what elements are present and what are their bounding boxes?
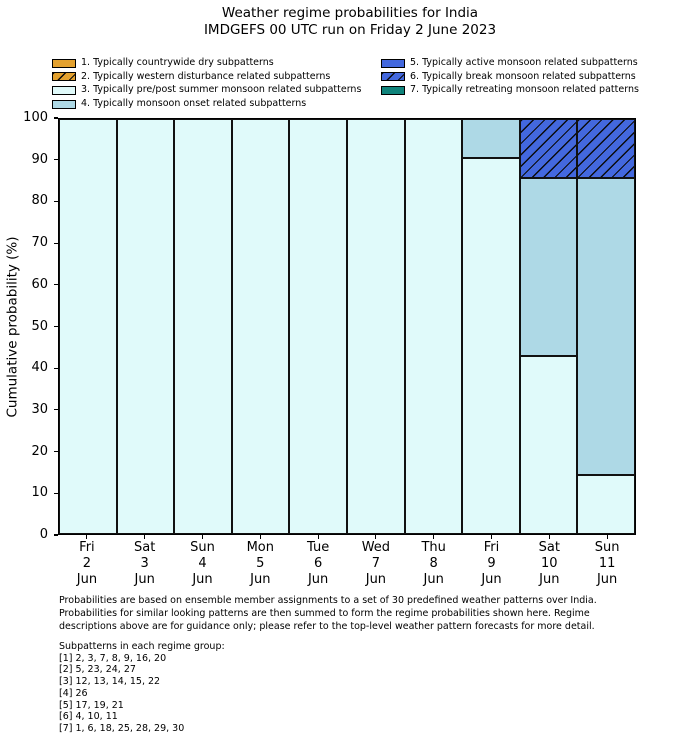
x-tick-label-line: Jun	[192, 572, 213, 587]
footnote-line: Probabilities are based on ensemble member assignments to a set of 30 predefined weather patterns over India.	[59, 595, 597, 606]
y-tick-label: 50	[31, 318, 48, 334]
bar-segment	[520, 178, 578, 356]
x-tick-label	[55, 540, 119, 588]
y-axis-label: Cumulative probability (%)	[5, 235, 21, 418]
footnote	[59, 594, 597, 633]
legend-swatch-hatched	[52, 72, 76, 81]
legend-item	[381, 84, 639, 96]
legend-item-label: 2. Typically western disturbance related subpatterns	[81, 70, 331, 82]
y-tick-label: 100	[23, 110, 48, 125]
legend-item-label: 6. Typically break monsoon related subpatterns	[410, 70, 636, 82]
bar-segment	[577, 178, 635, 474]
x-tick-label-line: 9	[487, 556, 496, 571]
bar-segment	[232, 119, 290, 534]
subpatterns-line: [3] 12, 13, 14, 15, 22	[59, 676, 161, 688]
subpatterns-line: [1] 2, 3, 7, 8, 9, 16, 20	[59, 652, 167, 664]
legend-item	[381, 71, 636, 83]
bar-segment	[577, 119, 635, 178]
x-tick-mark	[318, 535, 319, 539]
stacked-bar-plot-area	[58, 118, 636, 535]
bar-segment	[405, 119, 463, 534]
subpatterns-line: [4] 26	[59, 687, 88, 699]
bar-segment	[462, 119, 520, 158]
footnote-line: Probabilities for similar looking patterns are then summed to form the regime probabilities shown here. Regime	[59, 608, 590, 619]
x-tick-mark	[607, 535, 608, 539]
chart-legend	[0, 57, 700, 119]
legend-swatch	[52, 86, 76, 95]
subpatterns-heading: Subpatterns in each regime group:	[59, 641, 225, 652]
x-tick-label-line: Fri	[79, 540, 95, 555]
chart-subtitle: IMDGEFS 00 UTC run on Friday 2 June 2023	[203, 21, 497, 38]
x-tick-label-line: Jun	[134, 572, 155, 587]
x-tick-label	[228, 540, 292, 588]
bar-segment	[577, 475, 635, 534]
x-tick-label	[575, 540, 639, 588]
subpatterns-list	[59, 641, 225, 735]
chart-title-block	[0, 5, 700, 38]
y-tick-label: 40	[31, 360, 48, 376]
y-tick-label: 30	[31, 401, 48, 417]
x-tick-label-line: Thu	[421, 540, 446, 555]
x-tick-label-line: Wed	[361, 540, 391, 555]
legend-swatch	[381, 86, 405, 95]
x-tick-label	[286, 540, 350, 588]
x-tick-label-line: Jun	[76, 572, 98, 587]
legend-item-label: 4. Typically monsoon onset related subpatterns	[81, 98, 307, 110]
x-tick-label-line: Mon	[246, 540, 274, 555]
legend-item-label: 7. Typically retreating monsoon related patterns	[410, 84, 639, 96]
legend-item	[52, 71, 330, 83]
x-tick-label-line: 5	[256, 556, 265, 571]
bar-segment	[289, 119, 347, 534]
y-tick-label: 60	[31, 276, 48, 292]
x-tick-label-line: Jun	[596, 572, 618, 587]
legend-item	[52, 98, 306, 110]
x-tick-label-line: Sun	[594, 540, 620, 555]
bar-segment	[59, 119, 117, 534]
x-tick-mark	[549, 535, 550, 539]
x-tick-label-line: Sun	[190, 540, 215, 555]
chart-title: Weather regime probabilities for India	[221, 5, 479, 21]
legend-item	[381, 57, 638, 69]
legend-item	[52, 84, 361, 96]
legend-item-label: 5. Typically active monsoon related subpatterns	[410, 57, 638, 68]
x-tick-label-line: 3	[140, 556, 149, 571]
y-tick-label: 20	[31, 443, 48, 459]
x-tick-mark	[86, 535, 87, 539]
x-tick-label-line: 7	[371, 556, 381, 571]
legend-swatch	[52, 59, 76, 68]
x-tick-label-line: Jun	[423, 572, 444, 587]
x-tick-label	[113, 540, 177, 588]
subpatterns-line: [6] 4, 10, 11	[59, 711, 118, 723]
x-axis	[58, 535, 636, 595]
x-tick-label-line: 4	[198, 556, 207, 571]
x-tick-mark	[202, 535, 203, 539]
y-tick-label: 70	[31, 235, 48, 251]
subpatterns-line: [5] 17, 19, 21	[59, 699, 124, 711]
x-tick-mark	[260, 535, 261, 539]
x-tick-label	[402, 540, 466, 588]
x-tick-label-line: Fri	[483, 540, 500, 555]
legend-item	[52, 57, 274, 69]
x-tick-label-line: Jun	[539, 572, 560, 587]
subpatterns-line: [2] 5, 23, 24, 27	[59, 664, 136, 676]
legend-item-label: 3. Typically pre/post summer monsoon related subpatterns	[81, 84, 362, 96]
x-tick-label	[344, 540, 408, 588]
footnote-line: descriptions above are for guidance only; please refer to the top-level weather pattern forecasts for more detail.	[59, 621, 595, 632]
y-tick-label: 80	[31, 193, 48, 209]
bar-segment	[117, 119, 175, 534]
y-axis	[0, 110, 58, 542]
x-tick-mark	[491, 535, 492, 539]
x-tick-label	[460, 540, 524, 588]
legend-swatch-hatched	[381, 72, 405, 81]
x-tick-label-line: Sat	[134, 540, 156, 555]
x-tick-mark	[375, 535, 376, 539]
bar-segment	[520, 356, 578, 534]
legend-swatch	[381, 59, 405, 68]
y-tick-label: 90	[31, 151, 48, 167]
subpatterns-line: [7] 1, 6, 18, 25, 28, 29, 30	[59, 722, 185, 734]
x-tick-label-line: 10	[541, 556, 558, 571]
x-tick-label-line: 2	[82, 556, 92, 571]
x-tick-label-line: 6	[313, 556, 323, 571]
x-tick-label	[171, 540, 235, 588]
x-tick-label-line: Jun	[307, 572, 329, 587]
x-tick-label-line: Sat	[538, 540, 560, 555]
x-tick-label-line: Jun	[365, 572, 387, 587]
y-tick-label: 10	[31, 485, 48, 501]
x-tick-label-line: 8	[429, 556, 438, 571]
x-tick-mark	[433, 535, 434, 539]
x-tick-label	[517, 540, 581, 588]
x-tick-mark	[144, 535, 145, 539]
bar-segment	[462, 158, 520, 534]
bar-segment	[174, 119, 232, 534]
y-tick-label: 0	[39, 527, 48, 542]
bar-segment	[347, 119, 405, 534]
legend-item-label: 1. Typically countrywide dry subpatterns	[81, 57, 274, 68]
x-tick-label-line: Jun	[250, 572, 271, 587]
x-tick-label-line: Tue	[306, 540, 330, 555]
x-tick-label-line: Jun	[481, 572, 502, 587]
bar-segment	[520, 119, 578, 178]
x-tick-label-line: 11	[598, 556, 616, 571]
legend-swatch	[52, 100, 76, 109]
